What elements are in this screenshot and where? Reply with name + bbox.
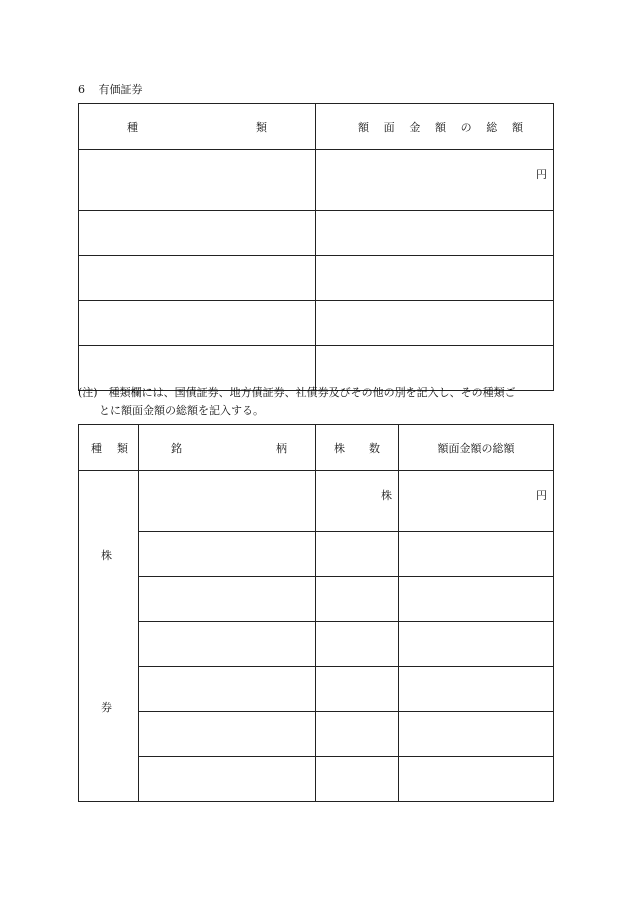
table-row (79, 211, 554, 256)
brand-input-cell[interactable] (139, 532, 316, 577)
shares-input-cell[interactable] (316, 712, 399, 757)
stock-kind-cell (79, 471, 139, 802)
header-shares-char-2: 数 (369, 441, 380, 455)
header-kind (79, 104, 316, 150)
total-input-cell[interactable] (399, 757, 554, 802)
table-row (79, 667, 554, 712)
shares-input-cell[interactable] (316, 622, 399, 667)
table-row (79, 577, 554, 622)
total-input-cell[interactable] (399, 532, 554, 577)
total-input-cell[interactable] (316, 150, 554, 211)
header-brand-char-2: 柄 (276, 441, 287, 455)
note (78, 384, 558, 420)
total-input-cell[interactable] (316, 301, 554, 346)
section-title-text: 有価証券 (98, 83, 143, 96)
header-total-char: 額 (358, 120, 369, 134)
total-input-cell[interactable] (316, 256, 554, 301)
shares-unit: 株 (381, 489, 392, 502)
total-input-cell[interactable] (316, 211, 554, 256)
table-row (79, 757, 554, 802)
shares-input-cell[interactable] (316, 577, 399, 622)
brand-input-cell[interactable] (139, 471, 316, 532)
section-title (78, 81, 143, 97)
total-input-cell[interactable] (399, 667, 554, 712)
header-total (316, 104, 554, 150)
shares-input-cell[interactable] (316, 471, 399, 532)
header-total-char: 金 (409, 120, 421, 134)
note-line-2: とに額面金額の総額を記入する。 (99, 404, 264, 417)
shares-input-cell[interactable] (316, 532, 399, 577)
kind-input-cell[interactable] (79, 211, 316, 256)
kind-input-cell[interactable] (79, 256, 316, 301)
header-brand-char-1: 銘 (171, 441, 182, 455)
table-row (79, 301, 554, 346)
table-row (79, 532, 554, 577)
header-total-char: 面 (383, 120, 395, 134)
total-input-cell[interactable] (399, 577, 554, 622)
header-total-char: 額 (434, 120, 446, 134)
shares-input-cell[interactable] (316, 667, 399, 712)
brand-input-cell[interactable] (139, 622, 316, 667)
header-brand (139, 425, 316, 471)
yen-unit: 円 (536, 168, 547, 181)
kind-label-top: 株 (101, 549, 112, 562)
header-kind-char-2: 類 (117, 441, 128, 455)
yen-unit: 円 (536, 489, 547, 502)
securities-summary-table (78, 103, 554, 391)
header-shares-char-1: 株 (334, 441, 345, 455)
table-row (79, 712, 554, 757)
header-total-char: 総 (486, 120, 498, 134)
header-total-char: 額 (511, 120, 523, 134)
table-header-row (79, 425, 554, 471)
header-total-char: の (460, 120, 472, 134)
kind-label-bottom: 券 (101, 701, 112, 714)
table-row (79, 471, 554, 532)
brand-input-cell[interactable] (139, 757, 316, 802)
table-row (79, 622, 554, 667)
table-row (79, 150, 554, 211)
header-kind-char-2: 類 (256, 120, 267, 134)
total-input-cell[interactable] (399, 712, 554, 757)
shares-input-cell[interactable] (316, 757, 399, 802)
header-kind-char-1: 種 (127, 120, 138, 134)
header-shares (316, 425, 399, 471)
stock-table (78, 424, 554, 802)
header-total-text: 額面金額の総額 (437, 441, 515, 455)
table-row (79, 256, 554, 301)
header-total (399, 425, 554, 471)
total-input-cell[interactable] (399, 471, 554, 532)
table-header-row (79, 104, 554, 150)
brand-input-cell[interactable] (139, 712, 316, 757)
note-line-1: (注) 種類欄には、国債証券、地方債証券、社債券及びその他の別を記入し、その種類ご (78, 386, 516, 399)
header-kind (79, 425, 139, 471)
section-number: 6 (78, 83, 85, 96)
total-input-cell[interactable] (399, 622, 554, 667)
kind-input-cell[interactable] (79, 150, 316, 211)
brand-input-cell[interactable] (139, 667, 316, 712)
brand-input-cell[interactable] (139, 577, 316, 622)
header-kind-char-1: 種 (91, 441, 102, 455)
kind-input-cell[interactable] (79, 301, 316, 346)
